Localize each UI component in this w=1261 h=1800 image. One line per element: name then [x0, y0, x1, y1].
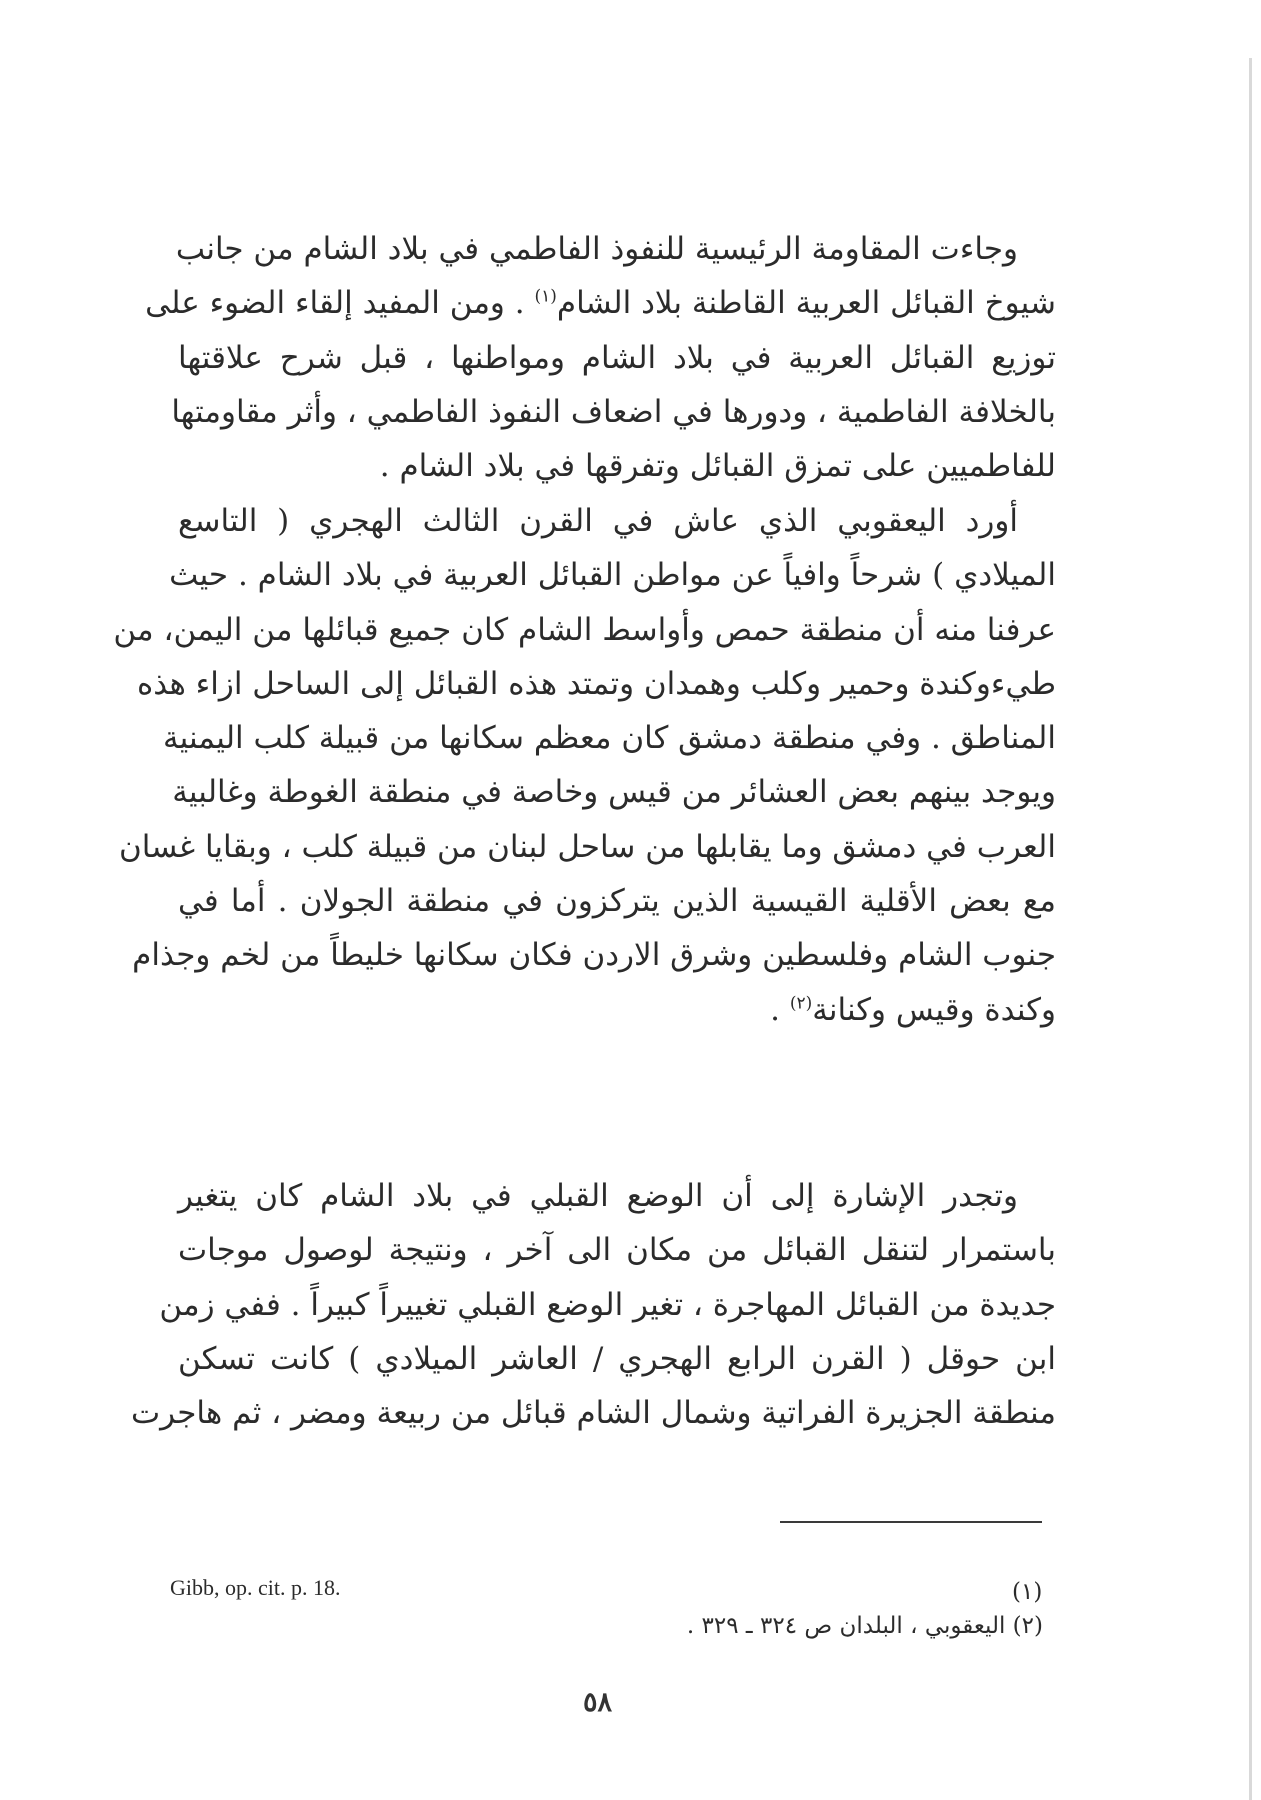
text-line: للفاطميين على تمزق القبائل وتفرقها في بلاد الشام . [379, 448, 1056, 485]
text-line: وجاءت المقاومة الرئيسية للنفوذ الفاطمي في بلاد الشام من جانب [175, 231, 1018, 267]
text-line: طيءوكندة وحمير وكلب وهمدان وتمتد هذه القبائل إلى الساحل ازاء هذه [136, 665, 1056, 702]
text-fragment: شيوخ القبائل العربية القاطنة بلاد الشام [556, 285, 1056, 322]
text-line: أورد اليعقوبي الذي عاش في القرن الثالث الهجري ( التاسع [178, 503, 1018, 539]
footnote-1-text: Gibb, op. cit. p. 18. [170, 1575, 341, 1600]
text-line: جديدة من القبائل المهاجرة ، تغير الوضع القبلي تغييراً كبيراً . ففي زمن [159, 1286, 1056, 1323]
text-line: ابن حوقل ( القرن الرابع الهجري / العاشر الميلادي ) كانت تسكن [178, 1340, 1056, 1377]
footnote-1-number: (١) [1012, 1579, 1043, 1605]
paragraph-1 [145, 222, 1056, 493]
text-line [178, 983, 1056, 1037]
page-edge-line [1249, 58, 1252, 1800]
footnote-2 [687, 1611, 1043, 1641]
footnote-ref-1[interactable]: (١) [534, 286, 557, 307]
paragraph-2 [113, 494, 1056, 1037]
text-line: وتجدر الإشارة إلى أن الوضع القبلي في بلاد الشام كان يتغير [178, 1178, 1018, 1214]
page-number: ٥٨ [583, 1687, 613, 1718]
text-line: منطقة الجزيرة الفراتية وشمال الشام قبائل من ربيعة ومضر ، ثم هاجرت [130, 1395, 1056, 1432]
text-line [145, 276, 1056, 330]
footnote-2-number: (٢) [1012, 1613, 1043, 1639]
text-line: العرب في دمشق وما يقابلها من ساحل لبنان من قبيلة كلب ، وبقايا غسان [119, 828, 1056, 865]
footnote-separator [780, 1521, 1042, 1523]
text-fragment: . ومن المفيد إلقاء الضوء على [145, 285, 535, 322]
text-line: جنوب الشام وفلسطين وشرق الاردن فكان سكانها خليطاً من لخم وجذام [132, 937, 1056, 974]
text-line: بالخلافة الفاطمية ، ودورها في اضعاف النفوذ الفاطمي ، وأثر مقاومتها [171, 393, 1056, 430]
text-line: مع بعض الأقلية القيسية الذين يتركزون في منطقة الجولان . أما في [178, 883, 1056, 920]
footnote-ref-2[interactable]: (٢) [789, 993, 813, 1014]
text-line: عرفنا منه أن منطقة حمص وأواسط الشام كان جميع قبائلها من اليمن، من [113, 611, 1056, 648]
text-line: المناطق . وفي منطقة دمشق كان معظم سكانها من قبيلة كلب اليمنية [162, 720, 1056, 757]
paragraph-3 [130, 1169, 1056, 1440]
text-line: الميلادي ) شرحاً وافياً عن مواطن القبائل العربية في بلاد الشام . حيث [169, 557, 1056, 594]
footnote-2-text: اليعقوبي ، البلدان ص ٣٢٤ ـ ٣٢٩ . [686, 1613, 1006, 1639]
text-line: توزيع القبائل العربية في بلاد الشام ومواطنها ، قبل شرح علاقتها [178, 339, 1056, 376]
text-line: باستمرار لتنقل القبائل من مكان الى آخر ، ونتيجة لوصول موجات [178, 1232, 1056, 1269]
text-fragment: وكندة وقيس وكنانة [812, 991, 1056, 1028]
text-fragment: . [770, 991, 790, 1028]
text-line: ويوجد بينهم بعض العشائر من قيس وخاصة في منطقة الغوطة وغالبية [172, 774, 1056, 811]
